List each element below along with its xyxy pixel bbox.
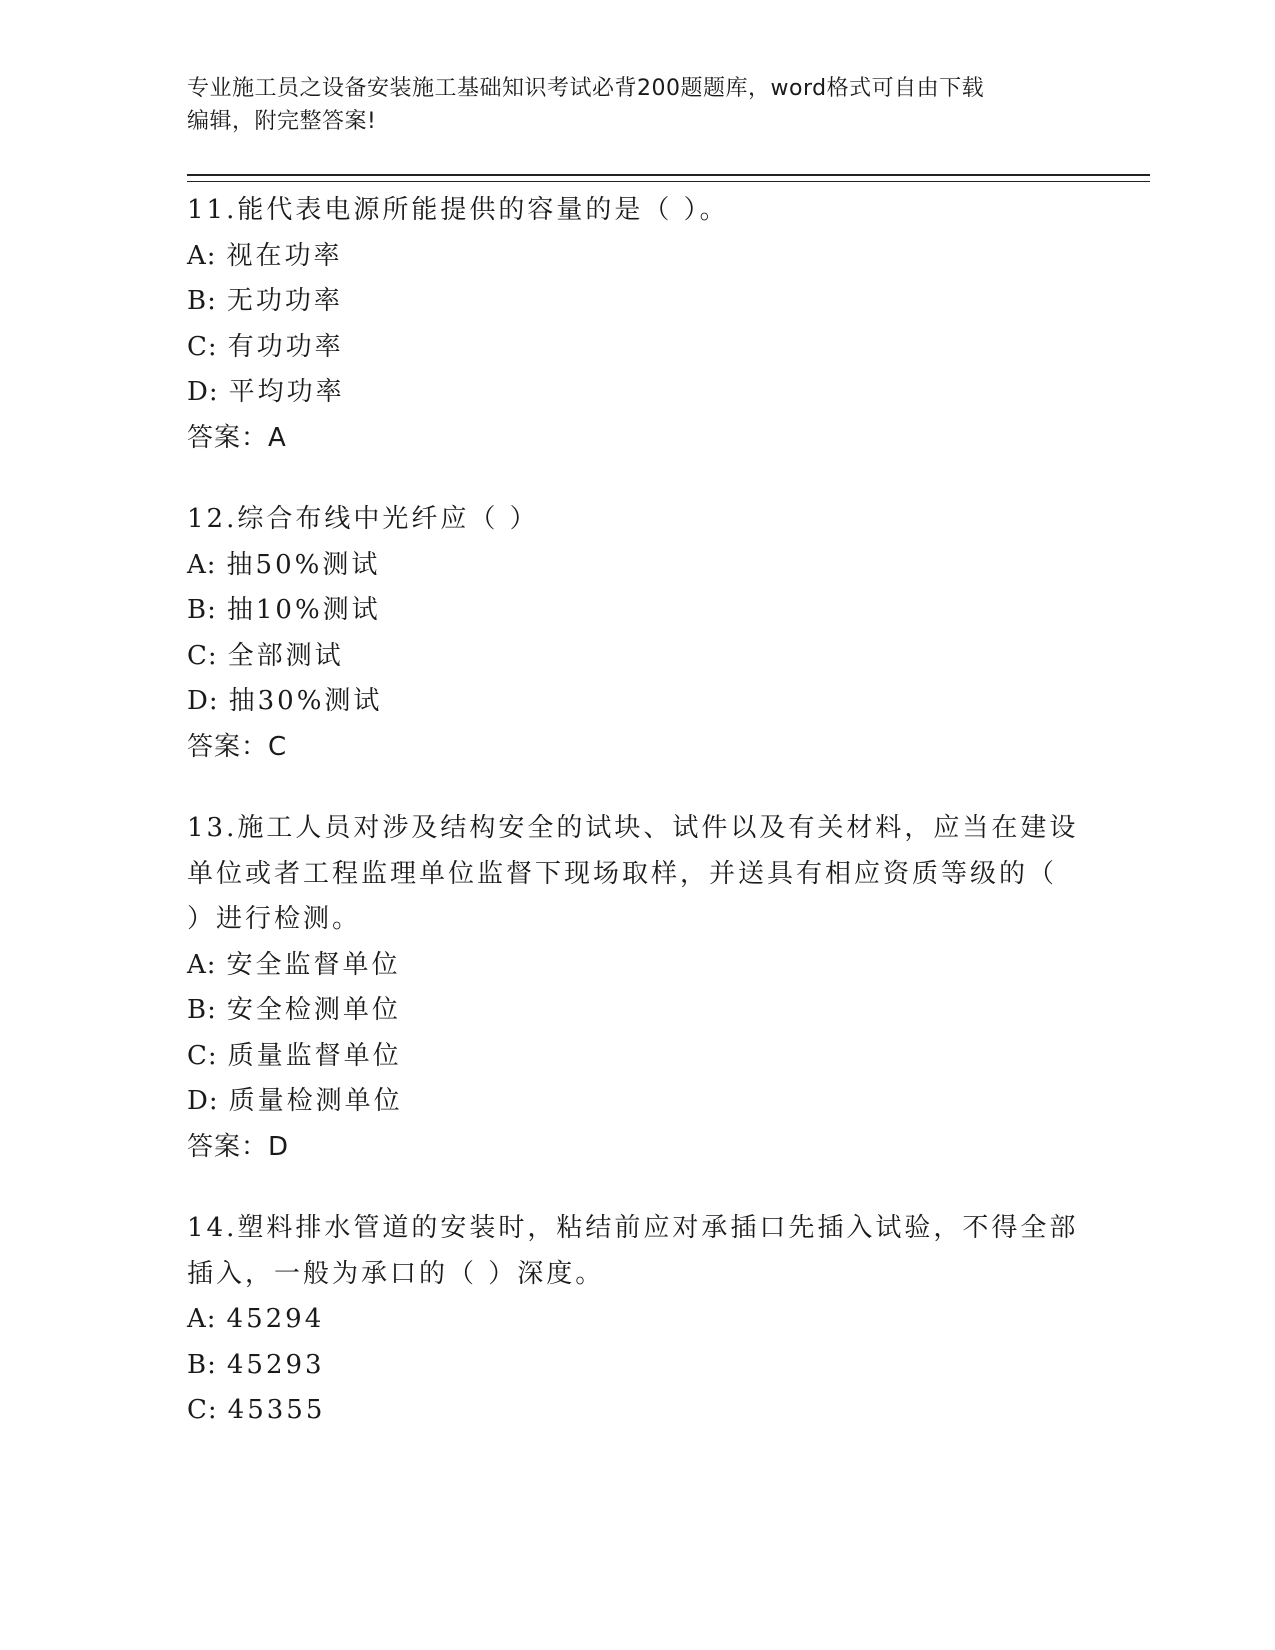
option-text: 安全监督单位: [226, 949, 401, 980]
option-letter: A:: [187, 949, 217, 980]
option-letter: C:: [187, 640, 218, 671]
answer-line: 答案：C: [187, 731, 288, 762]
option-letter: C:: [187, 1040, 218, 1071]
option-text: 抽10%测试: [226, 595, 381, 625]
answer-line: 答案：D: [187, 1131, 290, 1162]
option-text: 有功功率: [227, 331, 344, 362]
option-text: 质量监督单位: [227, 1040, 402, 1071]
option-row: [187, 588, 1087, 634]
header-line-1: 专业施工员之设备安装施工基础知识考试必背200题题库，word格式可自由下载: [187, 76, 985, 101]
option-row: [187, 679, 1087, 725]
option-letter: D:: [187, 686, 219, 716]
option-letter: A:: [187, 1304, 217, 1334]
option-row: [187, 1079, 1087, 1125]
option-text: 抽30%测试: [228, 686, 383, 716]
question-block: [187, 188, 1087, 461]
option-row: [187, 1034, 1087, 1080]
question-list: [187, 188, 1087, 1470]
option-row: [187, 988, 1087, 1034]
option-row: [187, 1297, 1087, 1343]
question-stem-line: 单位或者工程监理单位监督下现场取样，并送具有相应资质等级的（: [187, 858, 1058, 889]
option-letter: A:: [187, 240, 217, 271]
header-divider-thick: [187, 174, 1150, 176]
answer-line: 答案：A: [187, 422, 287, 453]
option-row: [187, 279, 1087, 325]
option-letter: B:: [187, 995, 217, 1025]
question-block: [187, 1206, 1087, 1434]
option-text: 无功功率: [226, 286, 343, 316]
option-letter: C:: [187, 1395, 218, 1425]
option-letter: B:: [187, 286, 217, 316]
option-row: [187, 1343, 1087, 1389]
option-letter: D:: [187, 377, 219, 407]
question-stem-line: 12.综合布线中光纤应（ ）: [187, 504, 539, 534]
option-letter: D:: [187, 1086, 219, 1116]
option-text: 45355: [227, 1395, 326, 1425]
option-row: [187, 370, 1087, 416]
option-letter: B:: [187, 1349, 217, 1380]
option-row: [187, 943, 1087, 989]
question-stem-line: 13.施工人员对涉及结构安全的试块、试件以及有关材料，应当在建设: [187, 813, 1079, 843]
question-block: [187, 497, 1087, 770]
option-text: 45293: [226, 1349, 325, 1380]
option-text: 质量检测单位: [228, 1086, 403, 1116]
option-row: [187, 325, 1087, 371]
option-text: 45294: [226, 1304, 325, 1334]
document-header: [187, 72, 1087, 138]
header-line-2: 编辑，附完整答案!: [187, 109, 377, 134]
question-stem-line: 14.塑料排水管道的安装时，粘结前应对承插口先插入试验，不得全部: [187, 1213, 1079, 1243]
option-letter: C:: [187, 331, 218, 362]
option-letter: A:: [187, 549, 217, 580]
option-row: [187, 543, 1087, 589]
option-text: 安全检测单位: [226, 995, 401, 1025]
option-text: 全部测试: [227, 640, 344, 671]
option-row: [187, 234, 1087, 280]
option-letter: B:: [187, 595, 217, 625]
option-text: 平均功率: [228, 377, 345, 407]
question-block: [187, 806, 1087, 1170]
question-stem-line: ）进行检测。: [187, 904, 362, 934]
option-row: [187, 1388, 1087, 1434]
option-text: 抽50%测试: [226, 549, 381, 580]
question-stem-line: 11.能代表电源所能提供的容量的是（ ）。: [187, 195, 729, 225]
option-row: [187, 634, 1087, 680]
option-text: 视在功率: [226, 240, 343, 271]
header-divider-thin: [187, 181, 1150, 182]
question-stem-line: 插入，一般为承口的（ ）深度。: [187, 1258, 605, 1289]
